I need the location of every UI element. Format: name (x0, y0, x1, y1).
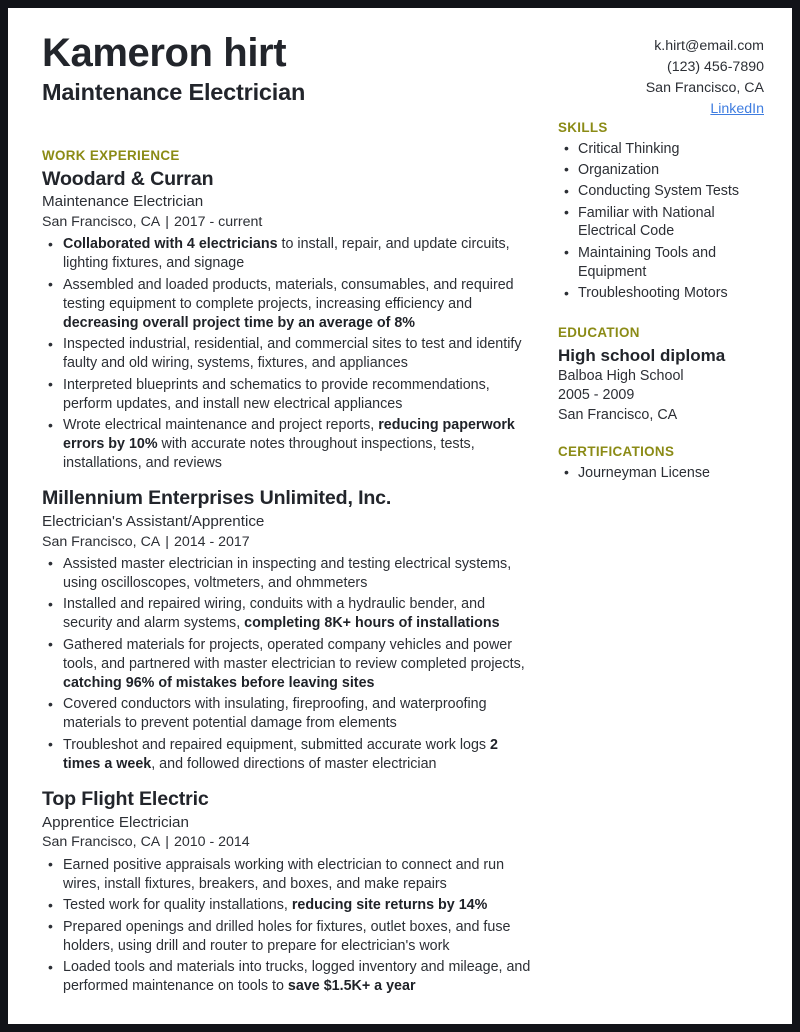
certification-item: • Journeyman License (558, 464, 764, 483)
education-degree: High school diploma (558, 345, 726, 365)
professional-headline: Maintenance Electrician (42, 79, 306, 106)
certifications-list (558, 464, 764, 483)
job-location: San Francisco, CA (42, 834, 161, 851)
resume-page (8, 8, 792, 1024)
skill-item: • Conducting System Tests (558, 182, 764, 201)
skill-item: • Troubleshooting Motors (558, 284, 764, 303)
job-location: San Francisco, CA (42, 214, 161, 231)
job-meta (42, 213, 538, 232)
resume-body (42, 120, 770, 1000)
bullet-emphasis: reducing paperwork errors by 10% (63, 417, 515, 453)
job-bullet (42, 376, 538, 414)
bullet-emphasis: catching 96% of mistakes before leaving sites (63, 674, 375, 691)
job-dates: 2014 - 2017 (173, 533, 250, 550)
contact-location: San Francisco, CA (645, 79, 764, 96)
resume-header (42, 32, 770, 120)
job-bullet-list (42, 856, 538, 997)
job-bullet (42, 695, 538, 733)
bullet-text: Assisted master electrician in inspecting and testing electrical systems, using oscilloscopes, voltmeters, and ohmmeters (63, 555, 512, 591)
bullet-emphasis: completing 8K+ hours of installations (244, 615, 500, 632)
main-column (42, 148, 550, 1000)
bullet-text: Installed and repaired wiring, conduits with a hydraulic bender, and security and alarm systems, (63, 596, 486, 632)
job-meta (42, 533, 538, 552)
job-bullet (42, 896, 538, 915)
job-location: San Francisco, CA (42, 533, 161, 550)
job-bullet (42, 555, 538, 593)
skill-item: • Familiar with National Electrical Code (558, 204, 764, 242)
job-bullet (42, 276, 538, 333)
skill-item: • Organization (558, 161, 764, 180)
skills-section (558, 120, 764, 303)
contact-linkedin[interactable] (558, 99, 764, 120)
job-bullet (42, 595, 538, 633)
job-company: Woodard & Curran (42, 167, 214, 190)
job-bullet-list (42, 235, 538, 473)
job-dates: 2017 - current (173, 214, 263, 231)
bullet-emphasis: 2 times a week (63, 736, 498, 772)
job-meta (42, 833, 538, 852)
linkedin-link[interactable]: LinkedIn (710, 100, 764, 117)
contact-phone[interactable]: (123) 456-7890 (666, 58, 764, 75)
job-bullet (42, 918, 538, 956)
bullet-text: Earned positive appraisals working with electrician to connect and run wires, install fixtures, breakers, and boxes, and make repairs (63, 856, 505, 892)
bullet-emphasis: Collaborated with 4 electricians (63, 236, 278, 253)
job-bullet (42, 958, 538, 996)
job-bullet (42, 335, 538, 373)
section-header-skills: SKILLS (558, 119, 608, 135)
bullet-text: Prepared openings and drilled holes for fixtures, outlet boxes, and fuse holders, using drill and router to prepare for electrician's work (63, 918, 511, 954)
education-section (558, 325, 764, 425)
section-header-work-experience: WORK EXPERIENCE (42, 147, 180, 163)
bullet-text: Interpreted blueprints and schematics to provide recommendations, perform updates, and install new electrical appliances (63, 376, 490, 412)
work-experience-list (42, 168, 538, 997)
job-title: Electrician's Assistant/Apprentice (42, 513, 265, 531)
job-title: Maintenance Electrician (42, 193, 204, 211)
job-title: Apprentice Electrician (42, 813, 189, 831)
page-title: Kameron hirt (42, 31, 287, 75)
job-bullet (42, 235, 538, 273)
education-school: Balboa High School (558, 367, 684, 384)
skills-list (558, 140, 764, 303)
work-experience-entry (42, 788, 538, 996)
contact-block (550, 32, 764, 120)
meta-separator: | (165, 834, 169, 851)
bullet-emphasis: decreasing overall project time by an average of 8% (63, 314, 416, 331)
education-dates: 2005 - 2009 (558, 387, 635, 404)
contact-email[interactable]: k.hirt@email.com (654, 38, 764, 54)
header-name-block (42, 32, 550, 106)
meta-separator: | (165, 533, 169, 550)
job-bullet (42, 416, 538, 473)
education-location: San Francisco, CA (558, 406, 678, 423)
certifications-section (558, 444, 764, 483)
bullet-text: Troubleshot and repaired equipment, submitted accurate work logs (63, 736, 491, 753)
job-bullet (42, 636, 538, 693)
sidebar-column (550, 120, 764, 502)
bullet-text: with accurate notes throughout inspections, tests, installations, and reviews (63, 436, 475, 472)
skill-item: • Maintaining Tools and Equipment (558, 244, 764, 282)
bullet-text: Gathered materials for projects, operated company vehicles and power tools, and partnered with master electrician to review completed projects, (63, 636, 525, 672)
bullet-text: Assembled and loaded products, materials, consumables, and required testing equipment to complete projects, increasing efficiency and (63, 276, 514, 312)
job-bullet (42, 856, 538, 894)
job-dates: 2010 - 2014 (173, 834, 250, 851)
bullet-emphasis: reducing site returns by 14% (291, 897, 488, 914)
work-experience-entry (42, 487, 538, 774)
bullet-text: , and followed directions of master electrician (151, 755, 437, 772)
job-bullet-list (42, 555, 538, 774)
job-bullet (42, 736, 538, 774)
bullet-text: Inspected industrial, residential, and commercial sites to test and identify faulty and old wiring, systems, fixtures, and appliances (63, 336, 522, 372)
job-company: Millennium Enterprises Unlimited, Inc. (42, 487, 392, 510)
skill-item: • Critical Thinking (558, 140, 764, 159)
bullet-text: Loaded tools and materials into trucks, logged inventory and mileage, and performed maintenance on tools to (63, 959, 531, 995)
section-header-education: EDUCATION (558, 324, 640, 340)
work-experience-entry (42, 168, 538, 474)
bullet-text: Covered conductors with insulating, fireproofing, and waterproofing materials to prevent potential damage from elements (63, 696, 487, 732)
bullet-text: Wrote electrical maintenance and project reports, (63, 417, 379, 434)
section-header-certifications: CERTIFICATIONS (558, 443, 675, 459)
job-company: Top Flight Electric (42, 787, 209, 810)
bullet-text: Tested work for quality installations, (63, 897, 292, 914)
bullet-text: to install, repair, and update circuits, lighting fixtures, and signage (63, 236, 510, 272)
bullet-emphasis: save $1.5K+ a year (287, 978, 416, 995)
meta-separator: | (165, 214, 169, 231)
